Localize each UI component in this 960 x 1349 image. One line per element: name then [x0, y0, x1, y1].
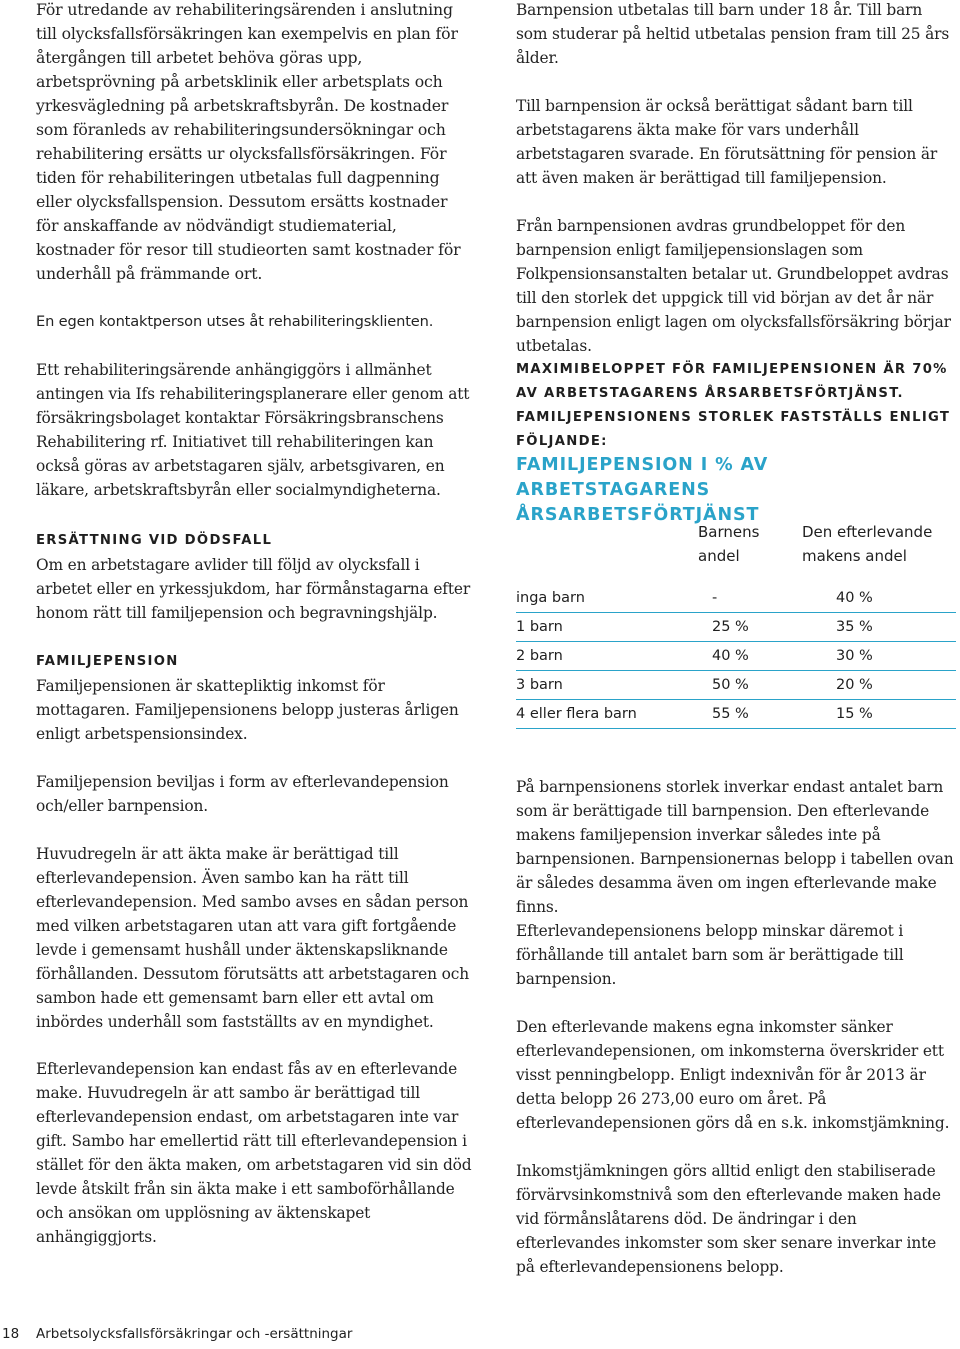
rehab-paragraph-3: Ett rehabiliteringsärende anhängiggörs i allmänhet antingen via Ifs rehabiliteringsplanerare eller genom att försäkringsbolaget kontaktar Försäkringsbranschens Rehabilitering rf. Initiativet till rehabiliteringen kan också göras av arbetstagaren själv, arbetsgivaren, en läkare, arbetskraftsbyrån eller socialmyndigheterna. — [36, 361, 470, 499]
table-row — [516, 584, 956, 613]
row-children-share: 40 % — [698, 642, 802, 671]
death-paragraph: Om en arbetstagare avlider till följd av olycksfall i arbetet eller en yrkessjukdom, har förmånstagarna efter honom rätt till familjepension och begravningshjälp. — [36, 556, 471, 622]
heading-ersattning-vid-dodsfall: ERSÄTTNING VID DÖDSFALL — [36, 533, 273, 548]
row-spouse-share: 30 % — [802, 642, 956, 671]
table-row — [516, 700, 956, 729]
row-spouse-share: 20 % — [802, 671, 956, 700]
table-row — [516, 671, 956, 700]
barnpension-paragraph-3: Från barnpensionen avdras grundbeloppet för den barnpension enligt familjepensionslagen som Folkpensionsanstalten betalar ut. Grundbeloppet avdras till den storlek det uppgick till vid början av det år när barnpension enligt lagen om olycksfallsförsäkring börjar utbetalas. — [516, 217, 951, 355]
row-label: inga barn — [516, 584, 698, 613]
familjepension-table — [516, 520, 956, 729]
familjepension-paragraph-1: Familjepensionen är skattepliktig inkomst för mottagaren. Familjepensionens belopp justeras årligen enligt arbetspensionsindex. — [36, 677, 459, 743]
efterlevande-paragraph-2: Den efterlevande makens egna inkomster sänker efterlevandepensionen, om inkomsterna överskrider ett visst penningbelopp. Enligt indexnivån för år 2013 är detta belopp 26 273,00 euro om året. På efterlevandepensionen görs då en s.k. inkomstjämkning. — [516, 1018, 950, 1132]
row-children-share: 50 % — [698, 671, 802, 700]
row-label: 4 eller flera barn — [516, 700, 698, 729]
row-label: 2 barn — [516, 642, 698, 671]
row-label: 3 barn — [516, 671, 698, 700]
table-header-makens-andel: Den efterlevande makens andel — [802, 523, 933, 565]
row-label: 1 barn — [516, 613, 698, 642]
familjepension-paragraph-4: Efterlevandepension kan endast fås av en efterlevande make. Huvudregeln är att sambo är berättigad till efterlevandepension endast, om arbetstagaren inte var gift. Sambo har emellertid rätt till efterlevandepension i stället för den äkta maken, om arbetstagaren vid sin död levde åtskilt från sin äkta make i ett samboförhållande och ansökan om upplösning av äktenskapet anhängiggjorts. — [36, 1060, 472, 1246]
rehab-paragraph-1: För utredande av rehabiliteringsärenden i anslutning till olycksfallsförsäkringen kan exempelvis en plan för återgången till arbetet behöva göras upp, arbetsprövning på arbetsklinik eller arbetsplats och yrkesvägledning på arbetskraftsbyrån. De kostnader som föranleds av rehabiliteringsundersökningar och rehabilitering ersätts ur olycksfallsförsäkringen. För tiden för rehabiliteringen utbetalas full dagpenning eller olycksfallspension. Dessutom ersätts kostnader för anskaffande av nödvändigt studiematerial, kostnader för resor till studieorten samt kostnader för underhåll på främmande ort. — [36, 0, 461, 283]
row-children-share: - — [698, 584, 802, 613]
barnpension-paragraph-2: Till barnpension är också berättigat sådant barn till arbetstagarens äkta make för vars underhåll arbetstagaren svarade. En förutsättning för pension är att även maken är berättigad till familjepension. — [516, 97, 938, 187]
table-row — [516, 642, 956, 671]
heading-maximibelopp: MAXIMIBELOPPET FÖR FAMILJEPENSIONEN ÄR 70% AV ARBETSTAGARENS ÅRSARBETSFÖRTJÄNST. FAMILJEPENSIONENS STORLEK FASTSTÄLLS ENLIGT FÖLJANDE: — [516, 362, 951, 449]
row-children-share: 55 % — [698, 700, 802, 729]
rehab-contact-paragraph: En egen kontaktperson utses åt rehabiliteringsklienten. — [36, 313, 434, 330]
efterlevande-paragraph-1: Efterlevandepensionens belopp minskar däremot i förhållande till antalet barn som är berättigade till barnpension. — [516, 922, 904, 988]
row-spouse-share: 15 % — [802, 700, 956, 729]
familjepension-paragraph-2: Familjepension beviljas i form av efterlevandepension och/eller barnpension. — [36, 773, 449, 815]
heading-familjepension-table: FAMILJEPENSION I % AV ARBETSTAGARENS ÅRSARBETSFÖRTJÄNST — [516, 455, 769, 525]
table-header-barnens-andel: Barnens andel — [698, 523, 760, 565]
footer-title: Arbetsolycksfallsförsäkringar och -ersättningar — [36, 1326, 353, 1342]
heading-familjepension: FAMILJEPENSION — [36, 654, 179, 669]
table-row — [516, 613, 956, 642]
barnpension-paragraph-1: Barnpension utbetalas till barn under 18 år. Till barn som studerar på heltid utbetalas pension fram till 25 års ålder. — [516, 1, 950, 67]
row-spouse-share: 40 % — [802, 584, 956, 613]
barnpension-paragraph-4: På barnpensionens storlek inverkar endast antalet barn som är berättigade till barnpension. Den efterlevande makens familjepension inverkar således inte på barnpensionen. Barnpensionernas belopp i tabellen ovan är således desamma även om ingen efterlevande make finns. — [516, 778, 954, 916]
table-header-empty — [516, 520, 698, 584]
page-number: 18 — [2, 1326, 20, 1342]
row-children-share: 25 % — [698, 613, 802, 642]
row-spouse-share: 35 % — [802, 613, 956, 642]
efterlevande-paragraph-3: Inkomstjämkningen görs alltid enligt den stabiliserade förvärvsinkomstnivå som den efterlevande maken hade vid förmånslåtarens död. De ändringar i den efterlevandes inkomster som sker senare inverkar inte på efterlevandepensionens belopp. — [516, 1162, 941, 1276]
familjepension-paragraph-3: Huvudregeln är att äkta make är berättigad till efterlevandepension. Även sambo kan ha rätt till efterlevandepension. Med sambo avses en sådan person med vilken arbetstagaren utan att vara gift fortgående levde i gemensamt hushåll under äktenskapsliknande förhållanden. Dessutom förutsätts att arbetstagaren och sambon hade ett gemensamt barn eller ett avtal om inbördes underhåll som fastställts av en myndighet. — [36, 845, 469, 1031]
